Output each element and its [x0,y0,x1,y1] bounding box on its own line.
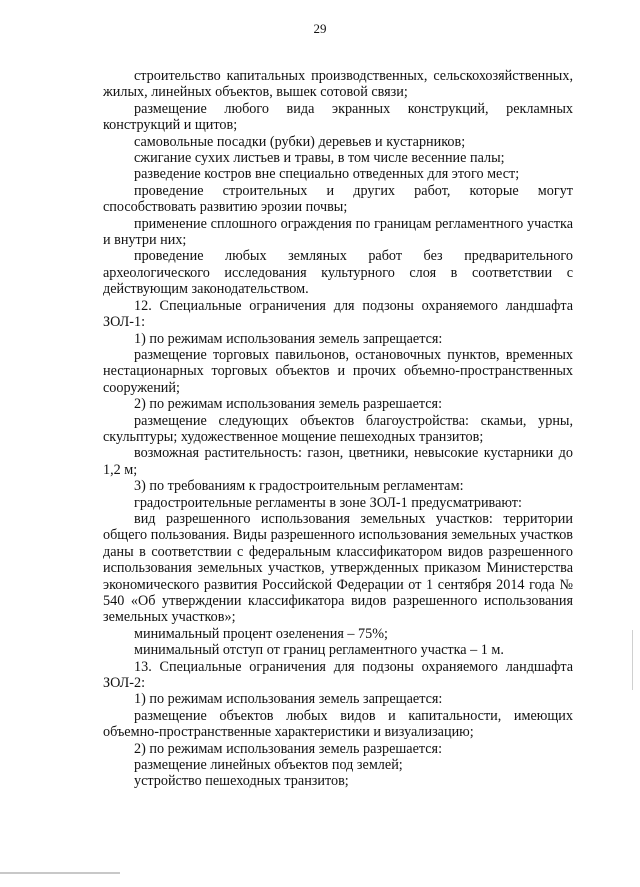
paragraph: самовольные посадки (рубки) деревьев и кустарников; [134,133,466,150]
scan-edge-artifact [632,630,633,690]
paragraph: возможная растительность: газон, цветники, невысокие кустарники до 1,2 м; [103,445,573,478]
document-body [103,68,573,790]
paragraph: минимальный процент озеленения – 75%; [134,625,388,642]
paragraph: вид разрешенного использования земельных участков: территории общего пользования. Виды разрешенного использования земельных участков даны в соответствии с федеральным классификатором видов разрешенного использования земельных участков, утвержденных приказом Министерства экономического развития Российской Федерации от 1 сентября 2014 года № 540 «Об утверждении классификатора видов разрешенного использования земельных участков»; [103,510,573,626]
paragraph: применение сплошного ограждения по границам регламентного участка и внутри них; [103,215,573,249]
paragraph: размещение объектов любых видов и капитальности, имеющих объемно-пространственные характеристики и визуализацию; [103,707,573,741]
list-item: 1) по режимам использования земель запрещается: [134,691,443,708]
page-number: 29 [313,21,327,36]
list-item: 1) по режимам использования земель запрещается: [134,330,443,347]
paragraph: разведение костров вне специально отведенных для этого мест; [134,166,520,183]
paragraph: размещение линейных объектов под землей; [134,757,403,774]
paragraph: сжигание сухих листьев и травы, в том числе весенние палы; [134,150,505,167]
paragraph: строительство капитальных производственных, сельскохозяйственных, жилых, линейных объектов, вышек сотовой связи; [103,68,573,101]
paragraph: размещение торговых павильонов, остановочных пунктов, временных нестационарных торговых объектов и прочих объемно-пространственных сооружений; [103,346,573,396]
paragraph: проведение любых земляных работ без предварительного археологического исследования культурного слоя в соответствии с действующим законодательством. [103,248,573,298]
list-item: 3) по требованиям к градостроительным регламентам: [134,478,464,495]
list-item: 2) по режимам использования земель разрешается: [134,396,443,413]
list-item: 2) по режимам использования земель разрешается: [134,740,443,757]
scan-artifact [0,872,120,874]
paragraph: размещение следующих объектов благоустройства: скамьи, урны, скульптуры; художественное мощение пешеходных транзитов; [103,412,573,445]
paragraph: градостроительные регламенты в зоне ЗОЛ-1 предусматривают: [134,494,522,511]
paragraph: проведение строительных и других работ, которые могут способствовать развитию эрозии почвы; [103,182,573,216]
paragraph: устройство пешеходных транзитов; [134,773,349,790]
paragraph: минимальный отступ от границ регламентного участка – 1 м. [134,642,504,659]
paragraph: размещение любого вида экранных конструкций, рекламных конструкций и щитов; [103,100,573,134]
section-heading: 13. Специальные ограничения для подзоны охраняемого ландшафта ЗОЛ-2: [103,658,573,692]
section-heading: 12. Специальные ограничения для подзоны охраняемого ландшафта ЗОЛ-1: [103,297,573,331]
